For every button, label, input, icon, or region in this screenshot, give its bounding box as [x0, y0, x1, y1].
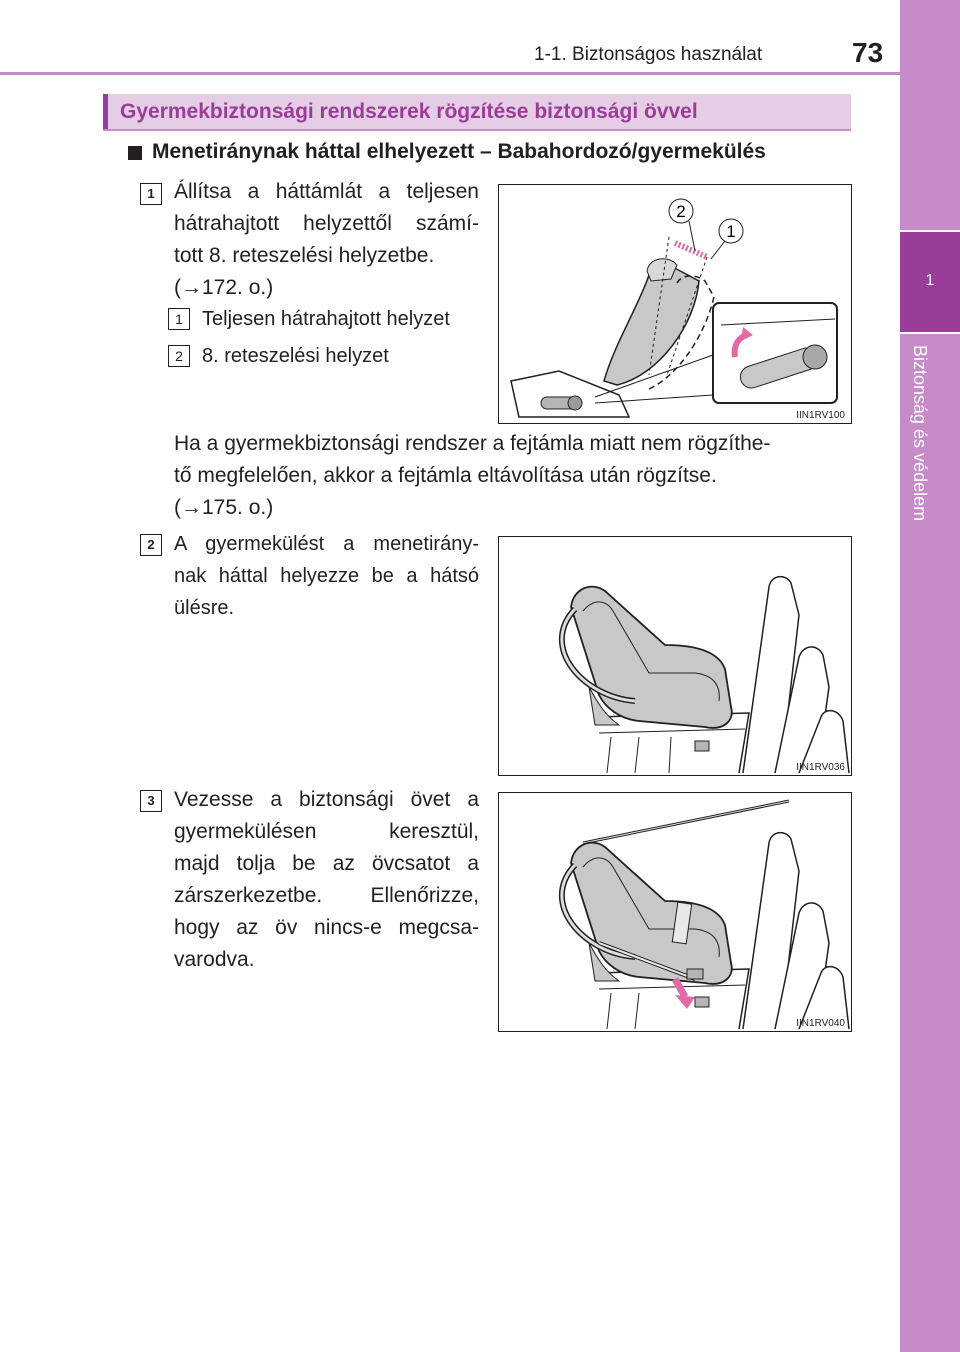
step-3-number: 3 [140, 790, 162, 812]
header-rule [0, 72, 900, 75]
step-1-note-line-1: Ha a gyermekbiztonsági rendszer a fejtámla miatt nem rögzíthe- [174, 432, 771, 455]
subheading-bullet-icon [128, 146, 142, 160]
step-2-number: 2 [140, 534, 162, 556]
figure-child-seat-placement [498, 536, 852, 776]
side-tab-chapter-number: 1 [925, 272, 935, 289]
figure-code-1: IIN1RV100 [796, 410, 845, 421]
figure-seatbelt-routing [498, 792, 852, 1032]
side-tab-chapter-title: Biztonság és védelem [910, 345, 930, 522]
step-2-line-1: A gyermekülést a menetirány- [174, 533, 479, 555]
step-2-line-2: nak háttal helyezze be a hátsó [174, 565, 479, 587]
side-tab-top [900, 0, 960, 230]
step-3-line-1: Vezesse a biztonsági övet a [174, 788, 479, 811]
step-1-note-line-2: tő megfelelően, akkor a fejtámla eltávolítása után rögzítse. [174, 464, 717, 487]
child-seat-placement-illustration [499, 537, 851, 775]
step-1-line-4: (→172. o.) [174, 276, 274, 299]
step-1-line-1: Állítsa a háttámlát a teljesen [174, 180, 479, 203]
step-2-text [174, 528, 479, 624]
callout-2: 2 [676, 202, 686, 221]
step-1-note [174, 428, 854, 524]
step-3-line-5: hogy az öv nincs-e megcsa- [174, 916, 479, 939]
step-1-item-1-number: 1 [168, 308, 190, 330]
step-1-item-2-text: 8. reteszelési helyzet [202, 345, 389, 367]
step-3-text [174, 784, 479, 976]
figure-code-3: IIN1RV040 [796, 1018, 845, 1029]
step-2-line-3: ülésre. [174, 597, 235, 619]
step-3-line-3: majd tolja be az övcsatot a [174, 852, 479, 875]
callout-1: 1 [726, 222, 736, 241]
section-title: Gyermekbiztonsági rendszerek rögzítése biztonsági övvel [120, 100, 698, 123]
page-number: 73 [852, 37, 884, 68]
step-3-line-6: varodva. [174, 948, 255, 971]
step-3-line-2: gyermekülésen keresztül, [174, 820, 479, 843]
seat-recline-illustration [499, 185, 851, 423]
step-1-line-3: tott 8. reteszelési helyzetbe. [174, 244, 435, 267]
figure-code-2: IIN1RV036 [796, 762, 845, 773]
header-section-title: 1-1. Biztonságos használat [534, 44, 763, 65]
step-3-line-4: zárszerkezetbe. Ellenőrizze, [174, 884, 479, 907]
seatbelt-routing-illustration [499, 793, 851, 1031]
step-1-item-2-number: 2 [168, 345, 190, 367]
figure-seat-recline [498, 184, 852, 424]
step-1-text [174, 176, 479, 304]
section-title-underline [103, 129, 851, 131]
step-1-item-1-text: Teljesen hátrahajtott helyzet [202, 308, 450, 330]
step-1-note-line-3: (→175. o.) [174, 496, 274, 519]
subheading: Menetiránynak háttal elhelyezett – Babahordozó/gyermekülés [152, 140, 766, 163]
step-1-line-2: hátrahajtott helyzettől számí- [174, 212, 479, 235]
step-1-number: 1 [140, 183, 162, 205]
